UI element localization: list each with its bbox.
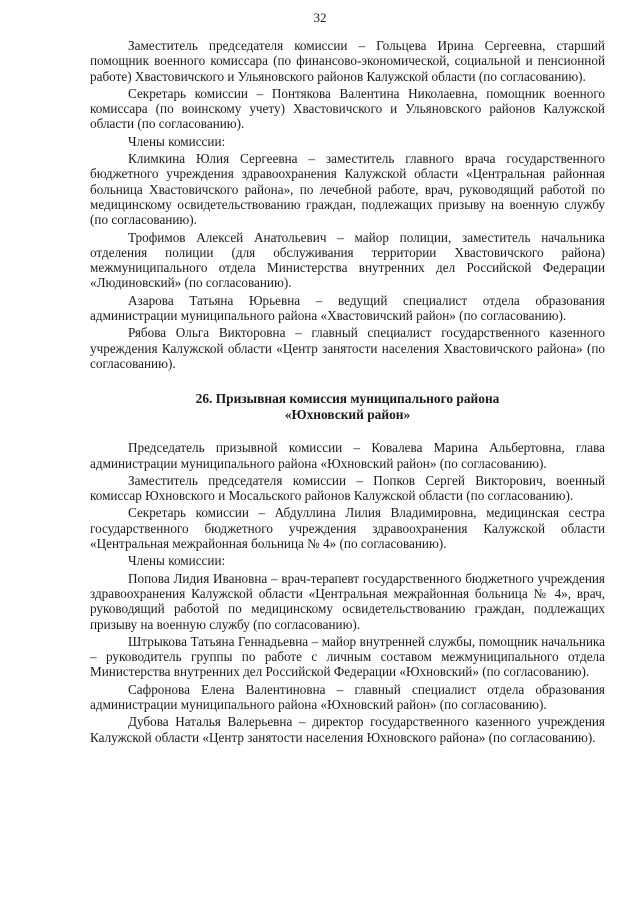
paragraph-members-heading: Члены комиссии: bbox=[128, 133, 226, 149]
paragraph-member: Азарова Татьяна Юрьевна – ведущий специалист отдела образования администрации муниципального района «Хвастовичский район» (по согласованию). bbox=[90, 292, 605, 324]
page-number: 32 bbox=[313, 10, 327, 25]
paragraph-deputy-chair: Заместитель председателя комиссии – Гольцева Ирина Сергеевна, старший помощник военного комиссара (по финансово-экономической, социальной и пенсионной работе) Хвастовичского и Ульяновского районов Калужской области (по согласованию). bbox=[90, 38, 605, 84]
paragraph-chair: Председатель призывной комиссии – Ковалева Марина Альбертовна, глава администрации муниципального района «Юхновский район» (по согласованию). bbox=[90, 440, 605, 471]
section-title bbox=[90, 391, 605, 422]
paragraph-member: Попова Лидия Ивановна – врач-терапевт государственного бюджетного учреждения здравоохранения Калужской области «Центральная межрайонная больница № 4», врач, руководящий работой по медицинскому освидетельствованию граждан, подлежащих призыву на военную службу (по согласованию). bbox=[90, 570, 605, 632]
section-title-line1: 26. Призывная комиссия муниципального района bbox=[195, 391, 500, 407]
paragraph-member: Штрыкова Татьяна Геннадьевна – майор внутренней службы, помощник начальника – руководитель группы по работе с личным составом межмуниципального отдела Министерства внутренних дел Российской Федерации «Юхновский» (по согласованию). bbox=[90, 633, 605, 680]
document-body bbox=[90, 38, 605, 747]
paragraph-secretary: Секретарь комиссии – Понтякова Валентина Николаевна, помощник военного комиссара (по воинскому учету) Хвастовичского и Ульяновского районов Калужской области (по согласованию). bbox=[90, 85, 605, 132]
paragraph-member: Климкина Юлия Сергеевна – заместитель главного врача государственного бюджетного учреждения здравоохранения Калужской области «Центральная районная больница Хвастовичского района», по лечебной работе, врач, руководящий работой по медицинскому освидетельствованию граждан, подлежащих призыву на военную службу (по согласованию). bbox=[90, 151, 605, 228]
paragraph-secretary: Секретарь комиссии – Абдуллина Лилия Владимировна, медицинская сестра государственного бюджетного учреждения здравоохранения Калужской области «Центральная межрайонная больница № 4» (по согласованию). bbox=[90, 505, 605, 552]
paragraph-member: Трофимов Алексей Анатольевич – майор полиции, заместитель начальника отделения полиции (для обслуживания территории Хвастовичского района) межмуниципального отдела Министерства внутренних дел Российской Федерации «Людиновский» (по согласованию). bbox=[90, 229, 605, 291]
section-title-line2: «Юхновский район» bbox=[284, 406, 411, 422]
paragraph-deputy-chair: Заместитель председателя комиссии – Попков Сергей Викторович, военный комиссар Юхновского и Мосальского районов Калужской области (по согласованию). bbox=[90, 472, 605, 504]
paragraph-member: Сафронова Елена Валентиновна – главный специалист отдела образования администрации муниципального района «Юхновский район» (по согласованию). bbox=[90, 681, 605, 712]
paragraph-member: Рябова Ольга Викторовна – главный специалист государственного казенного учреждения Калужской области «Центр занятости населения Хвастовичского района» (по согласованию). bbox=[90, 325, 605, 371]
paragraph-members-heading: Члены комиссии: bbox=[128, 553, 226, 569]
paragraph-member: Дубова Наталья Валерьевна – директор государственного казенного учреждения Калужской области «Центр занятости населения Юхновского района» (по согласованию). bbox=[90, 714, 605, 745]
